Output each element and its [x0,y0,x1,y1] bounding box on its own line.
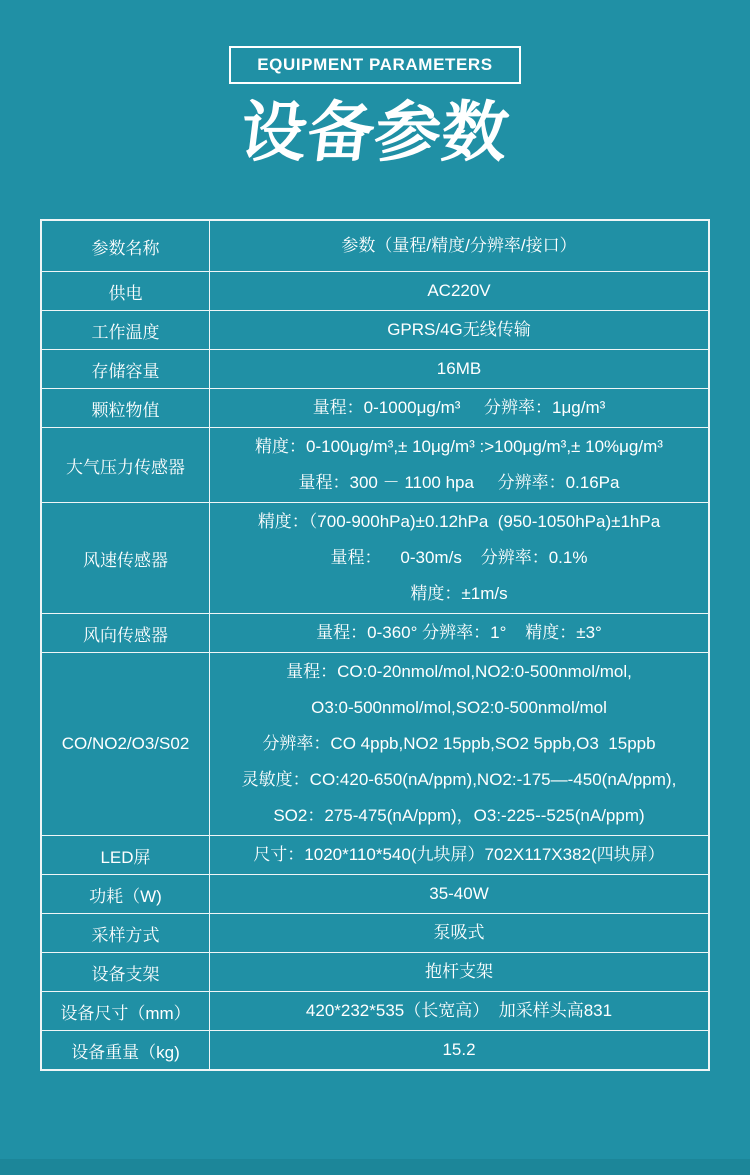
param-value-cell [210,221,708,271]
page [0,46,750,1175]
param-value-line: O3:0-500nmol/mol,SO2:0-500nmol/mol [311,698,607,717]
param-value-line: 420*232*535（长宽高） 加采样头高831 [305,1001,613,1020]
param-value-line: 精度：±1m/s [410,584,508,603]
table-row [42,349,708,388]
table-row [42,388,708,427]
param-name-cell: 设备重量（kg) [42,1031,210,1069]
param-value-cell [210,875,708,913]
table-row [42,913,708,952]
parameters-table [40,219,710,1071]
param-value-line: 精度：（700-900hPa)±0.12hPa (950-1050hPa)±1hPa [257,512,661,531]
table-row [42,652,708,835]
param-value-line: 灵敏度：CO:420-650(nA/ppm),NO2:-175—-450(nA/ppm), [241,770,677,789]
page-title: 设备参数 [236,95,514,169]
table-row [42,991,708,1030]
param-value-line: 量程： 0-30m/s 分辨率：0.1% [330,548,588,567]
param-value-line: 35-40W [429,884,489,903]
param-name-cell: 工作温度 [42,311,210,349]
param-name-cell: 采样方式 [42,914,210,952]
param-name-cell: 大气压力传感器 [42,428,210,502]
param-value-cell [210,914,708,952]
param-value-line: 泵吸式 [433,923,485,942]
param-value-cell [210,350,708,388]
param-name-cell: LED屏 [42,836,210,874]
param-value-line: 抱杆支架 [425,962,493,981]
param-value-line: GPRS/4G无线传输 [387,320,531,339]
param-name-cell: 参数名称 [42,221,210,271]
table-row [42,271,708,310]
param-value-cell [210,503,708,613]
param-value-cell [210,653,708,835]
param-value-line: 量程：0-1000μg/m³ 分辨率：1μg/m³ [312,398,606,417]
param-value-cell [210,992,708,1030]
table-row [42,221,708,271]
param-value-cell [210,614,708,652]
equipment-parameters-badge: EQUIPMENT PARAMETERS [229,46,521,84]
param-value-cell [210,272,708,310]
param-value-line: 尺寸：1020*110*540(九块屏）702X117X382(四块屏） [253,845,665,864]
param-value-line: 量程：CO:0-20nmol/mol,NO2:0-500nmol/mol, [286,662,632,681]
param-value-line: 精度：0-100μg/m³,± 10μg/m³ :>100μg/m³,± 10%μg/m³ [255,437,663,456]
param-name-cell: 风向传感器 [42,614,210,652]
param-value-cell [210,1031,708,1069]
param-name-cell: CO/NO2/O3/S02 [42,653,210,835]
param-name-cell: 设备尺寸（mm） [42,992,210,1030]
table-row [42,613,708,652]
param-value-line: 量程：0-360° 分辨率：1° 精度：±3° [316,623,602,642]
table-row [42,427,708,502]
param-name-cell: 风速传感器 [42,503,210,613]
param-value-line: SO2：275-475(nA/ppm)，O3:-225--525(nA/ppm) [273,806,645,825]
table-row [42,310,708,349]
param-value-line: 分辨率：CO 4ppb,NO2 15ppb,SO2 5ppb,O3 15ppb [262,734,656,753]
param-value-cell [210,836,708,874]
table-row [42,952,708,991]
param-value-line: AC220V [427,281,491,300]
table-row [42,502,708,613]
param-name-cell: 供电 [42,272,210,310]
param-value-cell [210,389,708,427]
param-value-line: 15.2 [442,1040,476,1059]
param-value-cell [210,428,708,502]
param-name-cell: 颗粒物值 [42,389,210,427]
param-value-line: 参数（量程/精度/分辨率/接口） [341,236,577,255]
footer-bar [0,1159,750,1175]
param-name-cell: 存储容量 [42,350,210,388]
param-value-line: 16MB [436,359,482,378]
table-row [42,835,708,874]
param-value-line: 量程：300 － 1100 hpa 分辨率：0.16Pa [298,473,620,492]
param-name-cell: 功耗（W) [42,875,210,913]
param-name-cell: 设备支架 [42,953,210,991]
param-value-cell [210,311,708,349]
table-row [42,874,708,913]
table-row [42,1030,708,1069]
param-value-cell [210,953,708,991]
